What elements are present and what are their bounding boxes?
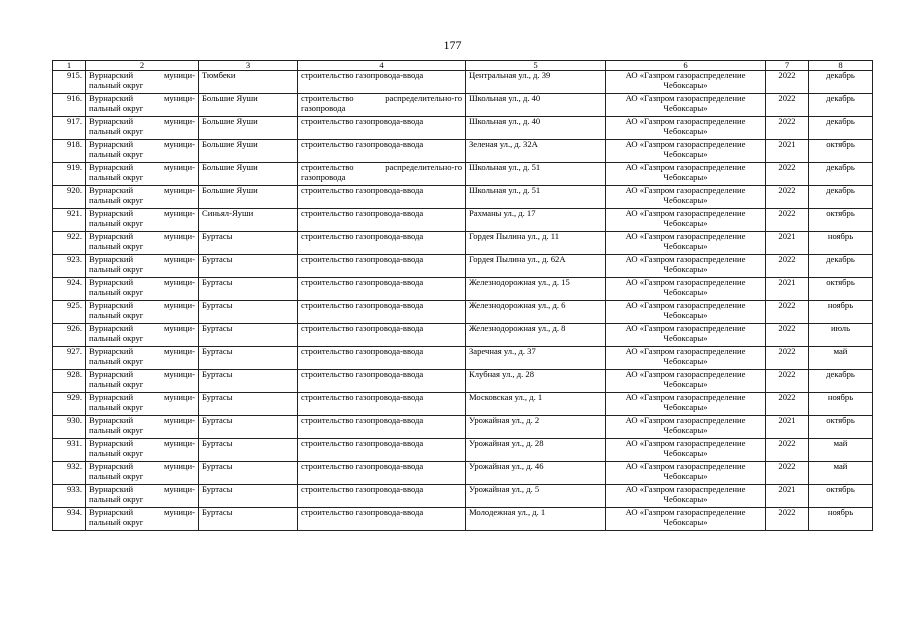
year-cell: 2021 <box>766 232 809 255</box>
work-type-cell: строительство распределительно-го газопровода <box>298 163 466 186</box>
table-row <box>53 393 873 416</box>
month-cell: декабрь <box>809 186 873 209</box>
address-cell: Центральная ул., д. 39 <box>466 71 606 94</box>
row-number-cell: 922. <box>53 232 86 255</box>
organization-cell: АО «Газпром газораспределение Чебоксары» <box>606 232 766 255</box>
address-cell: Гордея Пылина ул., д. 62А <box>466 255 606 278</box>
settlement-cell: Большие Яуши <box>199 163 298 186</box>
organization-cell: АО «Газпром газораспределение Чебоксары» <box>606 71 766 94</box>
column-header: 8 <box>809 61 873 71</box>
settlement-cell: Буртасы <box>199 370 298 393</box>
settlement-cell: Тюмбеки <box>199 71 298 94</box>
row-number-cell: 915. <box>53 71 86 94</box>
table-row <box>53 301 873 324</box>
district-cell: Вурнарский муници-пальный округ <box>86 347 199 370</box>
organization-cell: АО «Газпром газораспределение Чебоксары» <box>606 508 766 531</box>
month-cell: октябрь <box>809 140 873 163</box>
table-row <box>53 71 873 94</box>
address-cell: Клубная ул., д. 28 <box>466 370 606 393</box>
year-cell: 2022 <box>766 209 809 232</box>
month-cell: октябрь <box>809 485 873 508</box>
address-cell: Урожайная ул., д. 46 <box>466 462 606 485</box>
organization-cell: АО «Газпром газораспределение Чебоксары» <box>606 163 766 186</box>
work-type-cell: строительство газопровода-ввода <box>298 255 466 278</box>
address-cell: Урожайная ул., д. 28 <box>466 439 606 462</box>
month-cell: ноябрь <box>809 232 873 255</box>
table-row <box>53 140 873 163</box>
address-cell: Молодежная ул., д. 1 <box>466 508 606 531</box>
organization-cell: АО «Газпром газораспределение Чебоксары» <box>606 462 766 485</box>
district-cell: Вурнарский муници-пальный округ <box>86 485 199 508</box>
row-number-cell: 926. <box>53 324 86 347</box>
address-cell: Рахманы ул., д. 17 <box>466 209 606 232</box>
district-cell: Вурнарский муници-пальный округ <box>86 140 199 163</box>
column-header: 2 <box>86 61 199 71</box>
row-number-cell: 916. <box>53 94 86 117</box>
settlement-cell: Большие Яуши <box>199 186 298 209</box>
month-cell: ноябрь <box>809 393 873 416</box>
year-cell: 2022 <box>766 508 809 531</box>
district-cell: Вурнарский муници-пальный округ <box>86 255 199 278</box>
district-cell: Вурнарский муници-пальный округ <box>86 232 199 255</box>
row-number-cell: 927. <box>53 347 86 370</box>
column-header: 4 <box>298 61 466 71</box>
address-cell: Урожайная ул., д. 2 <box>466 416 606 439</box>
work-type-cell: строительство газопровода-ввода <box>298 393 466 416</box>
work-type-cell: строительство газопровода-ввода <box>298 301 466 324</box>
year-cell: 2021 <box>766 416 809 439</box>
work-type-cell: строительство распределительно-го газопровода <box>298 94 466 117</box>
district-cell: Вурнарский муници-пальный округ <box>86 416 199 439</box>
year-cell: 2022 <box>766 94 809 117</box>
page-number: 177 <box>443 38 462 52</box>
year-cell: 2021 <box>766 485 809 508</box>
row-number-cell: 925. <box>53 301 86 324</box>
settlement-cell: Буртасы <box>199 232 298 255</box>
table-row <box>53 232 873 255</box>
year-cell: 2022 <box>766 163 809 186</box>
district-cell: Вурнарский муници-пальный округ <box>86 278 199 301</box>
settlement-cell: Буртасы <box>199 324 298 347</box>
address-cell: Школьная ул., д. 40 <box>466 94 606 117</box>
work-type-cell: строительство газопровода-ввода <box>298 209 466 232</box>
table-row <box>53 163 873 186</box>
organization-cell: АО «Газпром газораспределение Чебоксары» <box>606 347 766 370</box>
year-cell: 2022 <box>766 462 809 485</box>
address-cell: Заречная ул., д. 37 <box>466 347 606 370</box>
district-cell: Вурнарский муници-пальный округ <box>86 301 199 324</box>
row-number-cell: 931. <box>53 439 86 462</box>
month-cell: май <box>809 347 873 370</box>
settlement-cell: Буртасы <box>199 347 298 370</box>
month-cell: май <box>809 462 873 485</box>
settlement-cell: Буртасы <box>199 462 298 485</box>
year-cell: 2022 <box>766 117 809 140</box>
month-cell: июль <box>809 324 873 347</box>
month-cell: декабрь <box>809 94 873 117</box>
table-row <box>53 324 873 347</box>
table-row <box>53 278 873 301</box>
work-type-cell: строительство газопровода-ввода <box>298 232 466 255</box>
table-row <box>53 94 873 117</box>
month-cell: декабрь <box>809 163 873 186</box>
address-cell: Гордея Пылина ул., д. 11 <box>466 232 606 255</box>
year-cell: 2021 <box>766 140 809 163</box>
row-number-cell: 933. <box>53 485 86 508</box>
work-type-cell: строительство газопровода-ввода <box>298 508 466 531</box>
settlement-cell: Синьял-Яуши <box>199 209 298 232</box>
month-cell: декабрь <box>809 117 873 140</box>
district-cell: Вурнарский муници-пальный округ <box>86 94 199 117</box>
column-number-row <box>53 61 873 71</box>
year-cell: 2022 <box>766 324 809 347</box>
organization-cell: АО «Газпром газораспределение Чебоксары» <box>606 94 766 117</box>
organization-cell: АО «Газпром газораспределение Чебоксары» <box>606 186 766 209</box>
settlement-cell: Буртасы <box>199 255 298 278</box>
work-type-cell: строительство газопровода-ввода <box>298 462 466 485</box>
organization-cell: АО «Газпром газораспределение Чебоксары» <box>606 140 766 163</box>
settlement-cell: Буртасы <box>199 393 298 416</box>
settlement-cell: Буртасы <box>199 278 298 301</box>
address-cell: Школьная ул., д. 51 <box>466 186 606 209</box>
column-header: 3 <box>199 61 298 71</box>
district-cell: Вурнарский муници-пальный округ <box>86 71 199 94</box>
district-cell: Вурнарский муници-пальный округ <box>86 393 199 416</box>
address-cell: Железнодорожная ул., д. 8 <box>466 324 606 347</box>
year-cell: 2021 <box>766 278 809 301</box>
table-row <box>53 370 873 393</box>
work-type-cell: строительство газопровода-ввода <box>298 370 466 393</box>
year-cell: 2022 <box>766 255 809 278</box>
address-cell: Школьная ул., д. 40 <box>466 117 606 140</box>
organization-cell: АО «Газпром газораспределение Чебоксары» <box>606 324 766 347</box>
year-cell: 2022 <box>766 393 809 416</box>
work-type-cell: строительство газопровода-ввода <box>298 278 466 301</box>
address-cell: Железнодорожная ул., д. 6 <box>466 301 606 324</box>
month-cell: октябрь <box>809 278 873 301</box>
column-header: 5 <box>466 61 606 71</box>
table-row <box>53 462 873 485</box>
work-type-cell: строительство газопровода-ввода <box>298 186 466 209</box>
row-number-cell: 921. <box>53 209 86 232</box>
organization-cell: АО «Газпром газораспределение Чебоксары» <box>606 393 766 416</box>
address-cell: Московская ул., д. 1 <box>466 393 606 416</box>
table-row <box>53 485 873 508</box>
settlement-cell: Буртасы <box>199 301 298 324</box>
work-type-cell: строительство газопровода-ввода <box>298 347 466 370</box>
row-number-cell: 928. <box>53 370 86 393</box>
table-row <box>53 255 873 278</box>
organization-cell: АО «Газпром газораспределение Чебоксары» <box>606 278 766 301</box>
row-number-cell: 919. <box>53 163 86 186</box>
column-header: 6 <box>606 61 766 71</box>
month-cell: декабрь <box>809 255 873 278</box>
month-cell: декабрь <box>809 71 873 94</box>
work-type-cell: строительство газопровода-ввода <box>298 416 466 439</box>
gas-pipeline-registry-table <box>52 60 873 531</box>
work-type-cell: строительство газопровода-ввода <box>298 140 466 163</box>
month-cell: октябрь <box>809 209 873 232</box>
work-type-cell: строительство газопровода-ввода <box>298 439 466 462</box>
work-type-cell: строительство газопровода-ввода <box>298 485 466 508</box>
settlement-cell: Буртасы <box>199 416 298 439</box>
row-number-cell: 918. <box>53 140 86 163</box>
column-header: 1 <box>53 61 86 71</box>
organization-cell: АО «Газпром газораспределение Чебоксары» <box>606 255 766 278</box>
work-type-cell: строительство газопровода-ввода <box>298 117 466 140</box>
table-row <box>53 439 873 462</box>
table-body <box>53 71 873 531</box>
organization-cell: АО «Газпром газораспределение Чебоксары» <box>606 209 766 232</box>
row-number-cell: 934. <box>53 508 86 531</box>
row-number-cell: 930. <box>53 416 86 439</box>
year-cell: 2022 <box>766 186 809 209</box>
row-number-cell: 917. <box>53 117 86 140</box>
settlement-cell: Большие Яуши <box>199 117 298 140</box>
district-cell: Вурнарский муници-пальный округ <box>86 163 199 186</box>
year-cell: 2022 <box>766 301 809 324</box>
table-row <box>53 209 873 232</box>
organization-cell: АО «Газпром газораспределение Чебоксары» <box>606 370 766 393</box>
organization-cell: АО «Газпром газораспределение Чебоксары» <box>606 439 766 462</box>
district-cell: Вурнарский муници-пальный округ <box>86 370 199 393</box>
address-cell: Зеленая ул., д. 32А <box>466 140 606 163</box>
district-cell: Вурнарский муници-пальный округ <box>86 209 199 232</box>
district-cell: Вурнарский муници-пальный округ <box>86 186 199 209</box>
table-row <box>53 508 873 531</box>
year-cell: 2022 <box>766 347 809 370</box>
month-cell: ноябрь <box>809 508 873 531</box>
organization-cell: АО «Газпром газораспределение Чебоксары» <box>606 117 766 140</box>
district-cell: Вурнарский муници-пальный округ <box>86 462 199 485</box>
table-row <box>53 117 873 140</box>
row-number-cell: 932. <box>53 462 86 485</box>
work-type-cell: строительство газопровода-ввода <box>298 324 466 347</box>
year-cell: 2022 <box>766 439 809 462</box>
row-number-cell: 929. <box>53 393 86 416</box>
row-number-cell: 920. <box>53 186 86 209</box>
settlement-cell: Большие Яуши <box>199 94 298 117</box>
work-type-cell: строительство газопровода-ввода <box>298 71 466 94</box>
address-cell: Школьная ул., д. 51 <box>466 163 606 186</box>
organization-cell: АО «Газпром газораспределение Чебоксары» <box>606 301 766 324</box>
row-number-cell: 924. <box>53 278 86 301</box>
year-cell: 2022 <box>766 370 809 393</box>
settlement-cell: Буртасы <box>199 485 298 508</box>
table-row <box>53 186 873 209</box>
district-cell: Вурнарский муници-пальный округ <box>86 324 199 347</box>
settlement-cell: Буртасы <box>199 508 298 531</box>
district-cell: Вурнарский муници-пальный округ <box>86 439 199 462</box>
month-cell: октябрь <box>809 416 873 439</box>
column-header: 7 <box>766 61 809 71</box>
table-row <box>53 416 873 439</box>
address-cell: Железнодорожная ул., д. 15 <box>466 278 606 301</box>
organization-cell: АО «Газпром газораспределение Чебоксары» <box>606 416 766 439</box>
address-cell: Урожайная ул., д. 5 <box>466 485 606 508</box>
row-number-cell: 923. <box>53 255 86 278</box>
district-cell: Вурнарский муници-пальный округ <box>86 117 199 140</box>
district-cell: Вурнарский муници-пальный округ <box>86 508 199 531</box>
year-cell: 2022 <box>766 71 809 94</box>
settlement-cell: Буртасы <box>199 439 298 462</box>
settlement-cell: Большие Яуши <box>199 140 298 163</box>
table-row <box>53 347 873 370</box>
month-cell: май <box>809 439 873 462</box>
month-cell: ноябрь <box>809 301 873 324</box>
month-cell: декабрь <box>809 370 873 393</box>
organization-cell: АО «Газпром газораспределение Чебоксары» <box>606 485 766 508</box>
